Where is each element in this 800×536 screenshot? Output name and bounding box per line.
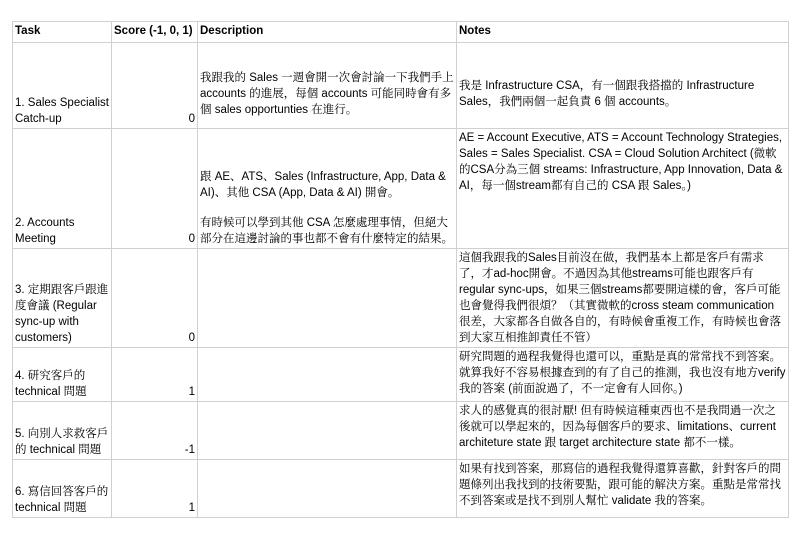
task-cell[interactable]: 2. Accounts Meeting: [13, 129, 112, 249]
notes-cell[interactable]: 如果有找到答案，那寫信的過程我覺得還算喜歡，針對客戶的問題條列出我找到的技術要點，跟可能的解決方案。重點是常常找不到答案或是找不到別人幫忙 validate 我的答案。: [457, 460, 789, 518]
description-cell[interactable]: [198, 402, 457, 460]
description-text: 我跟我的 Sales 一週會開一次會討論一下我們手上 accounts 的進展，每個 accounts 可能同時會有多個 sales opportunties 在進行。: [200, 72, 454, 116]
task-cell[interactable]: 4. 研究客戶的 technical 問題: [13, 348, 112, 402]
notes-cell[interactable]: 我是 Infrastructure CSA，有一個跟我搭擋的 Infrastructure Sales，我們兩個一起負責 6 個 accounts。: [457, 43, 789, 129]
description-cell[interactable]: [198, 43, 457, 129]
notes-cell[interactable]: AE = Account Executive, ATS = Account Technology Strategies, Sales = Sales Specialist. CSA = Cloud Solution Architect (微軟的CSA分為三個 streams: Infrastructure, App Innovation, Data & AI，每一個stream都有自己的 CSA 跟 Sales。): [457, 129, 789, 249]
header-score[interactable]: Score (-1, 0, 1): [112, 22, 198, 43]
task-cell[interactable]: 5. 向別人求救客戶的 technical 問題: [13, 402, 112, 460]
notes-cell[interactable]: 求人的感覺真的很討厭! 但有時候這種東西也不是我問過一次之後就可以學起來的，因為每個客戶的要求、limitations、current architeture state 跟 target architecture state 都不一樣。: [457, 402, 789, 460]
description-cell[interactable]: [198, 460, 457, 518]
description-cell[interactable]: [198, 249, 457, 348]
description-cell[interactable]: [198, 129, 457, 249]
header-row: [13, 22, 789, 43]
score-cell[interactable]: 0: [112, 129, 198, 249]
table-row: [13, 460, 789, 518]
table-row: [13, 129, 789, 249]
notes-cell[interactable]: 研究問題的過程我覺得也還可以，重點是真的常常找不到答案。就算我好不容易根據查到的有了自己的推測，我也沒有地方verify我的答案 (前面說過了，不一定會有人回你。): [457, 348, 789, 402]
description-text: 有時候可以學到其他 CSA 怎麼處理事情，但絕大部分在這邊討論的事也都不會有什麼特定的結果。: [200, 217, 453, 245]
score-cell[interactable]: 1: [112, 460, 198, 518]
table-row: [13, 402, 789, 460]
description-cell[interactable]: [198, 348, 457, 402]
header-description[interactable]: Description: [198, 22, 457, 43]
score-cell[interactable]: -1: [112, 402, 198, 460]
task-cell[interactable]: 3. 定期跟客戶跟進度會議 (Regular sync-up with customers): [13, 249, 112, 348]
score-cell[interactable]: 0: [112, 249, 198, 348]
description-text: 跟 AE、ATS、Sales (Infrastructure, App, Data & AI)、其他 CSA (App, Data & AI) 開會。: [200, 171, 446, 199]
notes-cell[interactable]: 這個我跟我的Sales目前沒在做，我們基本上都是客戶有需求了，才ad-hoc開會。不過因為其他streams可能也跟客戶有regular sync-ups，如果三個streams都要開這樣的會，客戶可能也會覺得我們很煩？（其實微軟的cross steam communication 很差，大家都各自做各自的，有時候會重複工作，有時候也會落到大家互相推卸責任不管）: [457, 249, 789, 348]
score-cell[interactable]: 0: [112, 43, 198, 129]
score-cell[interactable]: 1: [112, 348, 198, 402]
task-cell[interactable]: 6. 寫信回答客戶的 technical 問題: [13, 460, 112, 518]
header-notes[interactable]: Notes: [457, 22, 789, 43]
header-task[interactable]: Task: [13, 22, 112, 43]
table-row: [13, 249, 789, 348]
spreadsheet-table: [12, 21, 789, 518]
task-cell[interactable]: 1. Sales Specialist Catch-up: [13, 43, 112, 129]
table-row: [13, 348, 789, 402]
table-row: [13, 43, 789, 129]
paragraph-gap: [200, 201, 454, 215]
